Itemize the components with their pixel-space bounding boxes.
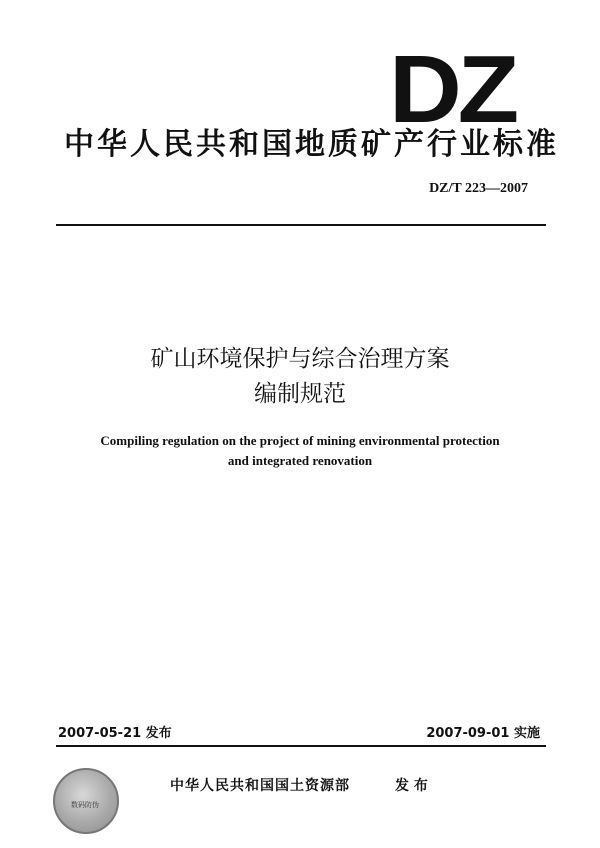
title-english-line-2: and integrated renovation xyxy=(227,453,373,468)
title-chinese-line-1: 矿山环境保护与综合治理方案 xyxy=(150,346,450,372)
standard-category-heading: 中华人民共和国地质矿产行业标准 xyxy=(64,127,559,162)
standard-number: DZ/T 223—2007 xyxy=(429,181,528,196)
title-chinese-line-2: 编制规范 xyxy=(254,381,346,407)
issue-date: 2007-05-21 发布 xyxy=(58,726,172,741)
issue-label: 发 布 xyxy=(395,778,428,794)
effective-date: 2007-09-01 实施 xyxy=(426,726,540,741)
seal-label: 数码防伪 xyxy=(71,801,99,809)
dz-logo: DZ xyxy=(389,36,515,143)
title-english-line-1: Compiling regulation on the project of mining environmental protection xyxy=(100,433,500,448)
bottom-divider xyxy=(56,745,546,747)
issuing-authority: 中华人民共和国国土资源部 xyxy=(170,778,350,794)
top-divider xyxy=(56,224,546,226)
